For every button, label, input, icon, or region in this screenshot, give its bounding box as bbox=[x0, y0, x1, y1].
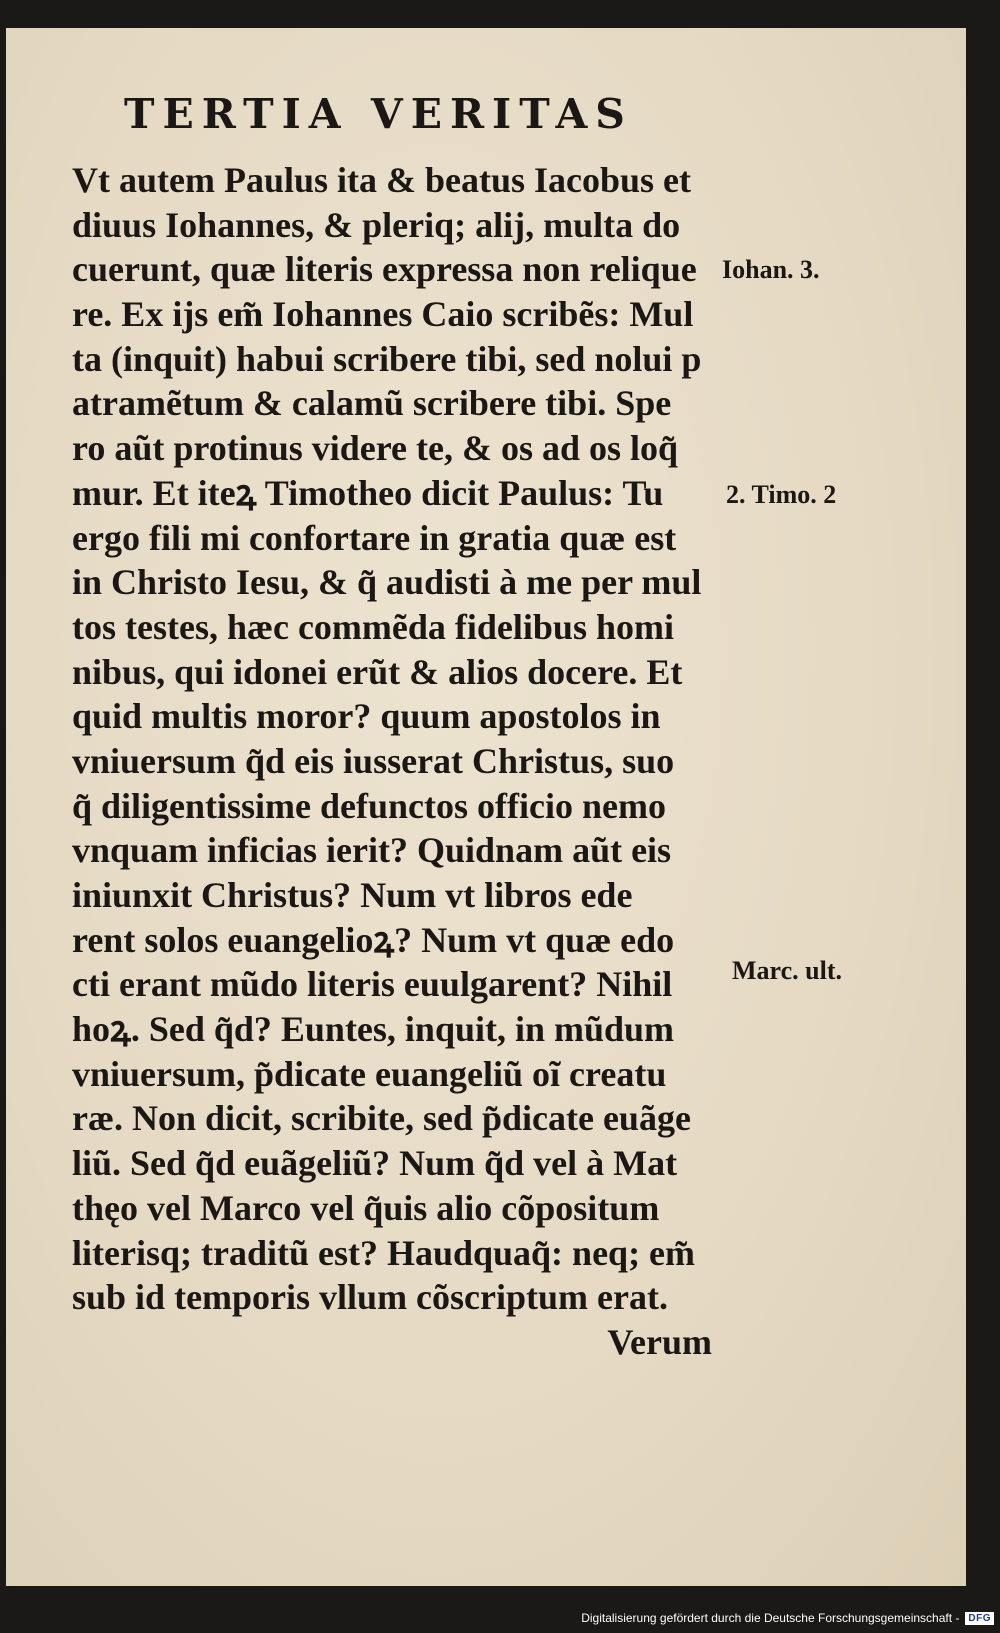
text-line: liũ. Sed q̃d euãgeliũ? Num q̃d vel à Mat bbox=[72, 1143, 678, 1184]
text-line: rent solos euangelioꝝ? Num vt quæ edo bbox=[72, 919, 675, 960]
text-line: in Christo Iesu, & q̃ audisti à me per mul bbox=[72, 562, 702, 603]
text-line: literisq; traditũ est? Haudquaq̃: neq; em̃ bbox=[72, 1232, 696, 1273]
text-line: cuerunt, quæ literis expressa non relique bbox=[72, 249, 697, 290]
text-line: hoꝝ. Sed q̃d? Euntes, inquit, in mũdum bbox=[72, 1009, 675, 1050]
marginal-note: 2. Timo. 2 bbox=[726, 480, 837, 509]
text-line: ræ. Non dicit, scribite, sed p̃dicate euãge bbox=[72, 1098, 691, 1139]
text-line: ta (inquit) habui scribere tibi, sed nolui p bbox=[72, 338, 702, 379]
text-line: vniuersum, p̃dicate euangeliũ oĩ creatu bbox=[72, 1053, 667, 1094]
text-line: iniunxit Christus? Num vt libros ede bbox=[72, 875, 633, 915]
text-line: atramẽtum & calamũ scribere tibi. Spe bbox=[72, 383, 672, 424]
text-line: sub id temporis vllum cõscriptum erat. bbox=[72, 1277, 668, 1318]
text-line: ergo fili mi confortare in gratia quæ est bbox=[72, 517, 677, 558]
dfg-logo: DFG bbox=[965, 1612, 994, 1625]
running-header: TERTIA VERITAS bbox=[124, 90, 633, 138]
book-page bbox=[6, 28, 966, 1586]
text-line: mur. Et iteꝝ Timotheo dicit Paulus: Tu bbox=[72, 472, 664, 513]
text-line: re. Ex ijs em̃ Iohannes Caio scribẽs: Mul bbox=[72, 294, 694, 335]
text-line: cti erant mũdo literis euulgarent? Nihil bbox=[72, 964, 673, 1005]
text-line: vniuersum q̃d eis iusserat Christus, suo bbox=[72, 740, 675, 781]
text-line: Vt autem Paulus ita & beatus Iacobus et bbox=[72, 160, 692, 200]
marginal-note: Iohan. 3. bbox=[722, 255, 820, 284]
text-line: diuus Iohannes, & pleriq; alij, multa do bbox=[72, 204, 681, 245]
text-line: tos testes, hæc commẽda fidelibus homi bbox=[72, 606, 674, 647]
marginal-note: Marc. ult. bbox=[732, 956, 842, 985]
text-line: quid multis moror? quum apostolos in bbox=[72, 696, 661, 737]
footer-text: Digitalisierung gefördert durch die Deutsche Forschungsgemeinschaft - bbox=[581, 1611, 960, 1625]
digitization-footer bbox=[581, 1607, 994, 1629]
text-line: thęo vel Marco vel q̃uis alio cõpositum bbox=[72, 1187, 660, 1228]
text-line: q̃ diligentissime defunctos officio nemo bbox=[72, 785, 666, 826]
text-line: nibus, qui idonei erũt & alios docere. Et bbox=[72, 651, 683, 692]
body-text bbox=[72, 158, 712, 1365]
catchword: Verum bbox=[607, 1321, 712, 1362]
text-line: vnquam inficias ierit? Quidnam aũt eis bbox=[72, 830, 672, 871]
text-line: ro aũt protinus videre te, & os ad os loq̃ bbox=[72, 428, 679, 469]
